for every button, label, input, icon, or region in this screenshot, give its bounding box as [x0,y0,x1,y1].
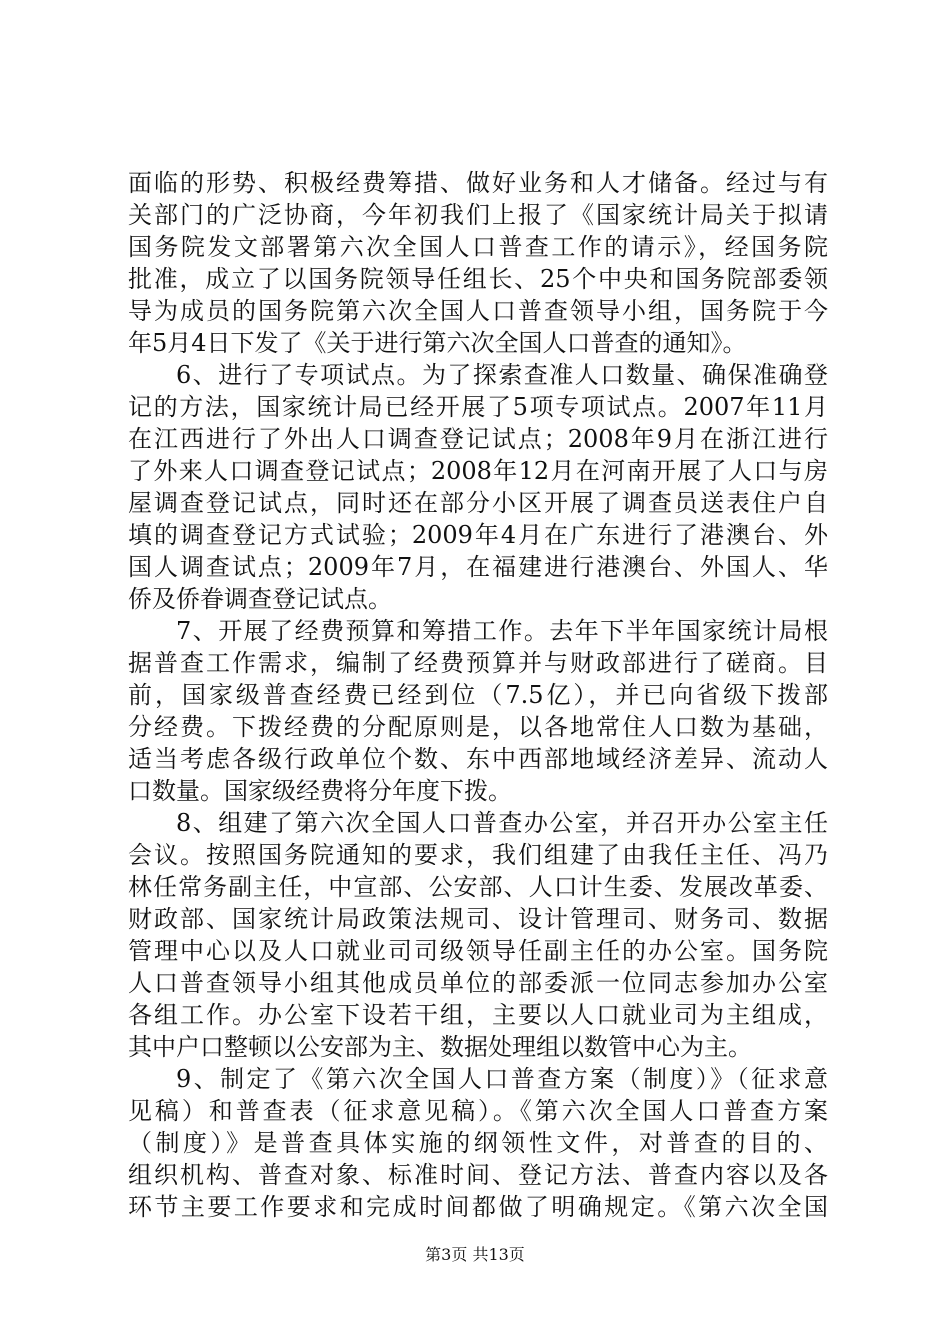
text-line: （制度）》是普查具体实施的纲领性文件，对普查的目的、 [128,1129,828,1157]
text-line: 据普查工作需求，编制了经费预算并与财政部进行了磋商。目 [128,649,828,677]
text-line: 关部门的广泛协商，今年初我们上报了《国家统计局关于拟请 [128,201,828,229]
text-line: 面临的形势、积极经费筹措、做好业务和人才储备。经过与有 [128,169,828,197]
page-number-footer: 第3页 共13页 [425,1245,525,1264]
text-line: 了外来人口调查登记试点；2008年12月在河南开展了人口与房 [128,457,828,485]
text-line: 财政部、国家统计局政策法规司、设计管理司、财务司、数据 [128,905,828,933]
text-line: 前，国家级普查经费已经到位（7.5亿），并已向省级下拨部 [128,681,828,709]
text-line: 批准，成立了以国务院领导任组长、25个中央和国务院部委领 [128,265,828,293]
text-line: 在江西进行了外出人口调查登记试点；2008年9月在浙江进行 [128,425,828,453]
text-line: 记的方法，国家统计局已经开展了5项专项试点。2007年11月 [128,393,828,421]
paragraph-6-start: 6、进行了专项试点。为了探索查准人口数量、确保准确登 [176,361,828,389]
text-line: 环节主要工作要求和完成时间都做了明确规定。《第六次全国 [128,1193,828,1221]
text-line: 组织机构、普查对象、标准时间、登记方法、普查内容以及各 [128,1161,828,1189]
text-line: 填的调查登记方式试验；2009年4月在广东进行了港澳台、外 [128,521,828,549]
text-line: 各组工作。办公室下设若干组，主要以人口就业司为主组成， [128,1001,828,1029]
paragraph-8-start: 8、组建了第六次全国人口普查办公室，并召开办公室主任 [176,809,828,837]
paragraph-9-start: 9、制定了《第六次全国人口普查方案（制度）》（征求意 [176,1065,828,1093]
text-line: 适当考虑各级行政单位个数、东中西部地域经济差异、流动人 [128,745,828,773]
text-line: 林任常务副主任，中宣部、公安部、人口计生委、发展改革委、 [128,873,828,901]
text-line: 口数量。国家级经费将分年度下拨。 [128,777,512,805]
text-line: 管理中心以及人口就业司司级领导任副主任的办公室。国务院 [128,937,828,965]
text-line: 屋调查登记试点，同时还在部分小区开展了调查员送表住户自 [128,489,828,517]
paragraph-7-start: 7、开展了经费预算和筹措工作。去年下半年国家统计局根 [176,617,828,645]
text-line: 人口普查领导小组其他成员单位的部委派一位同志参加办公室 [128,969,828,997]
text-line: 会议。按照国务院通知的要求，我们组建了由我任主任、冯乃 [128,841,828,869]
text-line: 侨及侨眷调查登记试点。 [128,585,392,613]
text-line: 国务院发文部署第六次全国人口普查工作的请示》，经国务院 [128,233,828,261]
text-line: 国人调查试点；2009年7月，在福建进行港澳台、外国人、华 [128,553,828,581]
text-line: 其中户口整顿以公安部为主、数据处理组以数管中心为主。 [128,1033,752,1061]
body-text [128,167,828,1223]
text-line: 年5月4日下发了《关于进行第六次全国人口普查的通知》。 [128,329,747,357]
text-line: 见稿）和普查表（征求意见稿）。《第六次全国人口普查方案 [128,1097,828,1125]
text-line: 导为成员的国务院第六次全国人口普查领导小组，国务院于今 [128,297,828,325]
text-line: 分经费。下拨经费的分配原则是，以各地常住人口数为基础， [128,713,828,741]
